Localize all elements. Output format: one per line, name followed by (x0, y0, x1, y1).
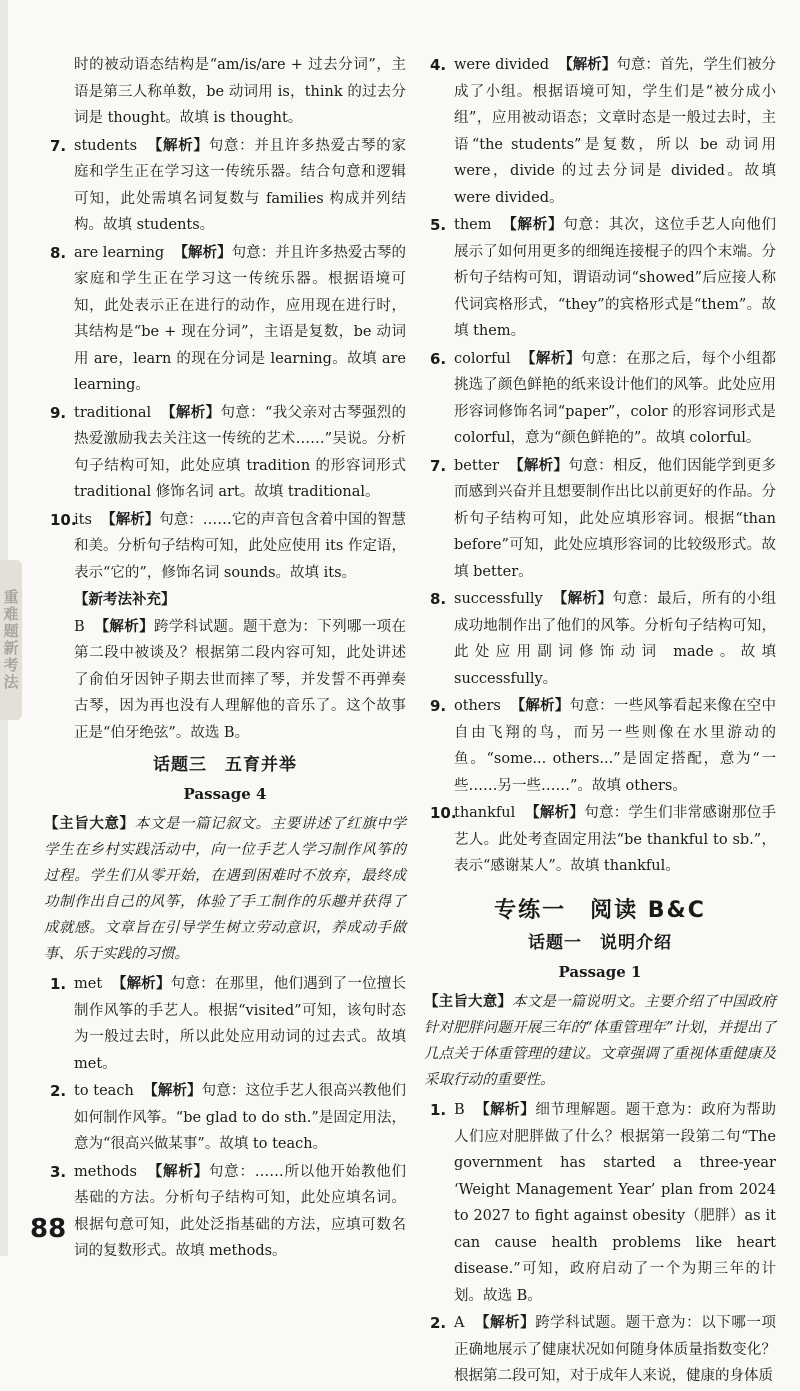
analysis-tag: 【解析】 (101, 511, 160, 528)
page-number: 88 (30, 1214, 67, 1244)
item-answer: colorful (454, 350, 511, 367)
analysis-text: 句意：一些风筝看起来像在空中自由飞翔的鸟，而另一些则像在水里游动的鱼。“some... others...”是固定搭配，意为“一些……另一些……”。故填 others。 (454, 698, 777, 794)
main-idea-label: 【主旨大意】 (44, 815, 135, 832)
analysis-tag: 【解析】 (510, 698, 570, 714)
item-number: 9. (50, 403, 67, 422)
analysis-tag: 【解析】 (520, 350, 581, 367)
answer-item (44, 133, 406, 239)
item-answer: better (454, 457, 500, 474)
analysis-text: 句意：……它的声音包含着中国的智慧和美。分析句子结构可知，此处应使用 its 作定语，表示“它的”，修饰名词 sounds。故填 its。 (74, 511, 407, 581)
main-idea-text: 本文是一篇说明文。主要介绍了中国政府针对肥胖问题开展三年的“体重管理年”计划，并提出了几点关于体重管理的建议。文章强调了重视体重健康及采取行动的重要性。 (424, 994, 777, 1088)
answer-item (44, 1078, 406, 1158)
answer-item (424, 1310, 776, 1390)
analysis-text: 句意：其次，这位手艺人向他们展示了如何用更多的细绳连接棍子的四个末端。分析句子结构可知，谓语动词“showed”后应接人称代词宾格形式，“they”的宾格形式是“them”。故填 them。 (454, 217, 777, 339)
analysis-tag: 【解析】 (147, 1163, 209, 1180)
analysis-text: 句意：学生们非常感谢那位手艺人。此处考查固定用法“be thankful to sb.”，表示“感谢某人”。故填 thankful。 (454, 805, 777, 874)
item-number: 8. (50, 243, 67, 262)
item-answer: methods (74, 1163, 137, 1180)
item-number: 5. (430, 216, 447, 234)
analysis-tag: 【解析】 (111, 976, 171, 992)
supplement-text: 跨学科试题。题干意为：下列哪一项在第二段中被谈及？根据第二段内容可知，此处讲述了俞伯牙因钟子期去世而摔了琴，并发誓不再弹奏古琴，因为再也没有人理解他的音乐了。这个故事正是“伯牙绝弦”。故选 B。 (74, 618, 407, 741)
item-answer: were divided (454, 57, 550, 73)
answer-item (424, 212, 776, 345)
item-answer: A (454, 1315, 465, 1331)
continuation-text: 时的被动语态结构是“am/is/are + 过去分词”，主语是第三人称单数，be 动词用 is，think 的过去分词是 thought。故填 is thought。 (74, 57, 406, 126)
answer-item (424, 453, 776, 586)
analysis-tag: 【解析】 (525, 805, 585, 821)
left-column (44, 52, 406, 1266)
answer-item (44, 1159, 406, 1265)
analysis-text: 句意：“我父亲对古琴强烈的热爱激励我去关注这一传统的艺术……”吴说。分析句子结构可知，此处应填 tradition 的形容词形式 traditional 修饰名词 art。故填 traditional。 (74, 404, 407, 500)
item-answer: B (454, 1102, 465, 1118)
topic-title: 话题一 说明介绍 (528, 933, 672, 953)
analysis-tag: 【解析】 (143, 1083, 202, 1099)
analysis-text: 句意：并且许多热爱古琴的家庭和学生正在学习这一传统乐器。结合句意和逻辑可知，此处需填名词复数与 families 构成并列结构。故填 students。 (74, 137, 407, 233)
item-answer: to teach (74, 1083, 134, 1099)
answer-item (424, 586, 776, 692)
main-idea-text: 本文是一篇记叙文。主要讲述了红旗中学学生在乡村实践活动中，向一位手艺人学习制作风筝的过程。学生们从零开始，在遇到困难时不放弃，最终成功制作出自己的风筝，体验了手工制作的乐趣并获得了成就感。文章旨在引导学生树立劳动意识，养成动手做事、乐于实践的习惯。 (44, 816, 407, 962)
item-number: 2. (50, 1082, 67, 1100)
analysis-tag: 【解析】 (508, 457, 569, 474)
analysis-text: 细节理解题。题干意为：政府为帮助人们应对肥胖做了什么？根据第一段第二句“The government has started a three-year ‘Weight Management Year’ plan from 2024 to 2027 to fight against obesity（肥胖）as it can cause health problems like heart disease.”可知，政府启动了一个为期三年的计划。故选 B。 (454, 1102, 777, 1304)
item-answer: others (454, 698, 501, 714)
item-number: 3. (50, 1162, 67, 1181)
answer-item (424, 346, 776, 452)
analysis-text: 句意：在那里，他们遇到了一位擅长制作风筝的手艺人。根据“visited”可知，该句时态为一般过去时，所以此处应用动词的过去式。故填 met。 (74, 976, 407, 1072)
analysis-text: 句意：在那之后，每个小组都挑选了颜色鲜艳的纸来设计他们的风筝。此处应用形容词修饰名词“paper”，color 的形容词形式是 colorful，意为“颜色鲜艳的”。故填 colorful。 (454, 350, 777, 446)
item-answer: its (74, 511, 92, 528)
item-number: 8. (430, 590, 447, 608)
analysis-text: 句意：……所以他开始教他们基础的方法。分析句子结构可知，此处应填名词。根据句意可知，此处泛指基础的方法，应填可数名词的复数形式。故填 methods。 (74, 1163, 407, 1259)
answer-item (44, 971, 406, 1077)
main-idea (424, 989, 776, 1093)
passage-title: Passage 1 (558, 962, 642, 981)
item-answer: students (74, 137, 138, 154)
section-side-tab: 重难题新考法 (0, 560, 22, 720)
analysis-text: 句意：相反，他们因能学到更多而感到兴奋并且想要制作出比以前更好的作品。分析句子结构可知，此处应填形容词。根据“than before”可知，此处应填形容词的比较级形式。故填 better。 (454, 457, 777, 580)
analysis-tag: 【解析】 (475, 1102, 536, 1118)
passage-title: Passage 4 (183, 784, 267, 803)
analysis-tag: 【解析】 (147, 137, 209, 154)
item-number: 4. (430, 56, 447, 74)
topic-title: 话题三 五育并举 (153, 755, 297, 775)
section-title: 专练一 阅读 B&C (494, 897, 706, 923)
answer-item (44, 400, 406, 506)
answer-item (44, 240, 406, 399)
answer-item (44, 507, 406, 587)
item-answer: them (454, 217, 492, 233)
item-answer: traditional (74, 404, 152, 421)
analysis-tag: 【解析】 (558, 57, 617, 73)
analysis-text: 跨学科试题。题干意为：以下哪一项正确地展示了健康状况如何随身体质量指数变化？根据第二段可知，对于成年人来说，健康的身体质 (454, 1315, 777, 1384)
item-number: 1. (430, 1101, 447, 1119)
supplement-answer (44, 614, 406, 747)
analysis-text: 句意：首先，学生们被分成了小组。根据语境可知，学生们是“被分成小组”，应用被动语态；文章时态是一般过去时，主语“the students”是复数，所以 be 动词用 were，divide 的过去分词是 divided。故填 were divided。 (454, 57, 776, 206)
main-idea-label: 【主旨大意】 (424, 993, 513, 1010)
analysis-tag: 【解析】 (552, 591, 613, 607)
analysis-tag: 【解析】 (502, 217, 564, 233)
main-idea (44, 811, 406, 967)
right-column (424, 52, 776, 1391)
item-answer: thankful (454, 805, 516, 821)
item-number: 7. (430, 456, 447, 475)
answer-item (424, 1097, 776, 1309)
item-answer: met (74, 976, 103, 992)
item-answer: successfully (454, 591, 543, 607)
supplement-heading: 【新考法补充】 (74, 592, 176, 608)
item-number: 1. (50, 975, 67, 993)
item-number: 7. (50, 136, 67, 155)
analysis-tag: 【解析】 (161, 404, 221, 421)
item-number: 9. (430, 697, 447, 715)
analysis-text: 句意：这位手艺人很高兴教他们如何制作风筝。“be glad to do sth.”是固定用法，意为“很高兴做某事”。故填 to teach。 (74, 1083, 407, 1152)
answer-item (424, 800, 776, 880)
analysis-tag: 【解析】 (474, 1315, 536, 1331)
item-number: 10. (50, 510, 77, 529)
analysis-text: 句意：最后，所有的小组成功地制作出了他们的风筝。分析句子结构可知，此处应用副词修饰动词 made。故填 successfully。 (454, 591, 777, 687)
analysis-text: 句意：并且许多热爱古琴的家庭和学生正在学习这一传统乐器。根据语境可知，此处表示正在进行的动作，应用现在进行时，其结构是“be + 现在分词”，主语是复数，be 动词用 are，learn 的现在分词是 learning。故填 are learning。 (74, 244, 407, 393)
answer-item (424, 693, 776, 799)
item-number: 2. (430, 1314, 447, 1332)
supplement-answer-letter: B (74, 618, 85, 635)
analysis-tag: 【解析】 (173, 244, 232, 261)
item-number: 10. (430, 804, 457, 822)
analysis-tag: 【解析】 (94, 618, 154, 635)
item-number: 6. (430, 349, 447, 368)
answer-item (424, 52, 776, 211)
item-answer: are learning (74, 244, 165, 261)
